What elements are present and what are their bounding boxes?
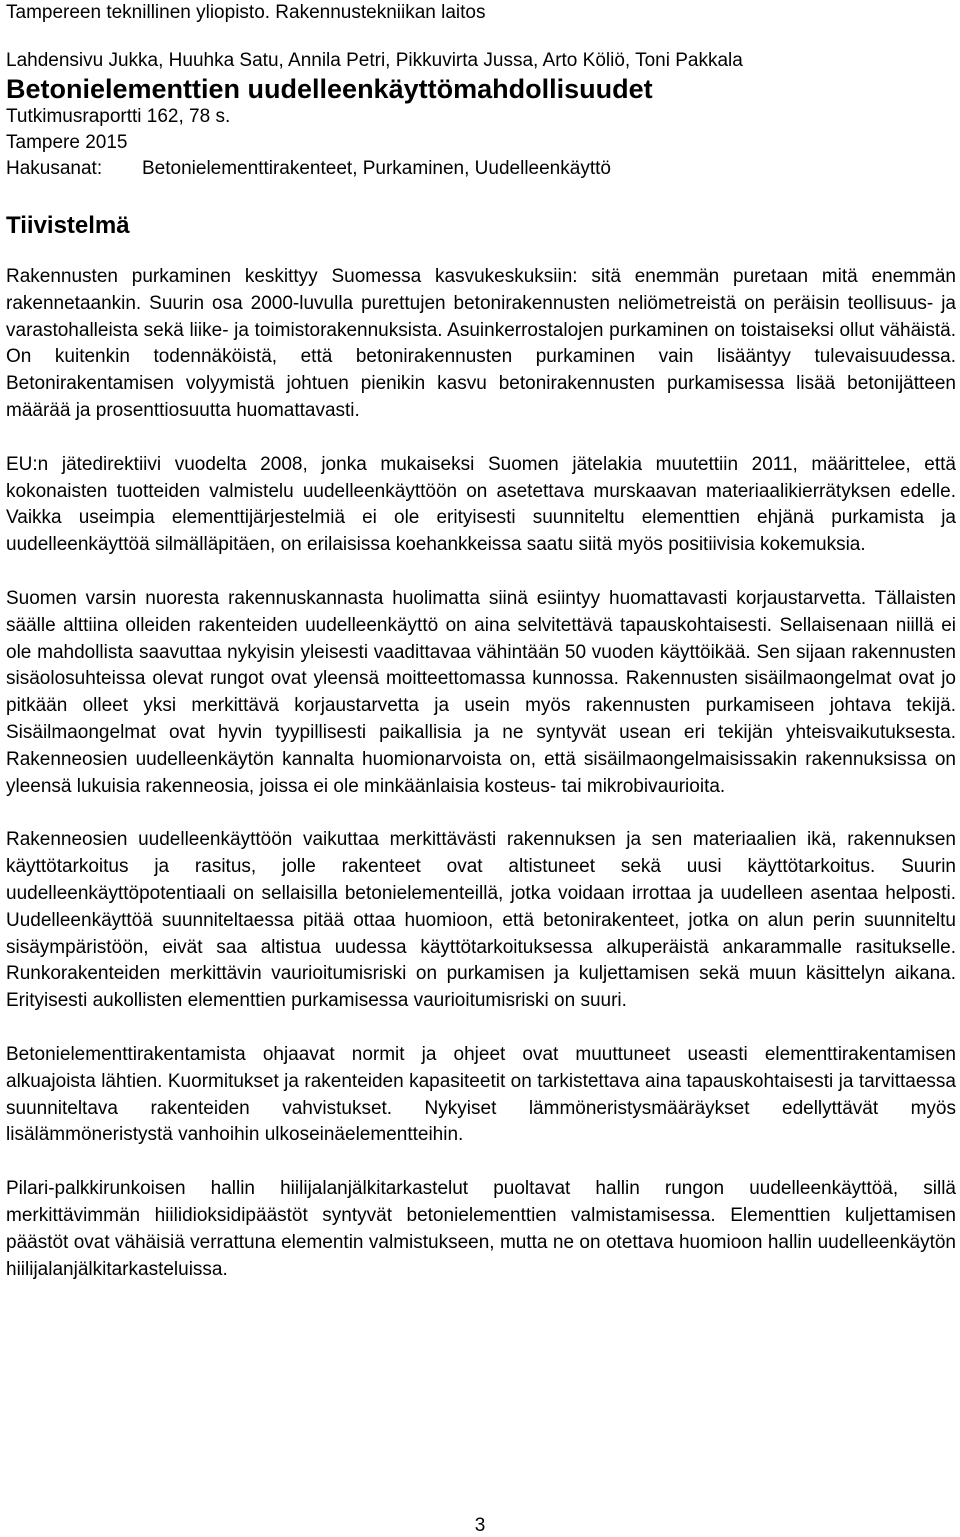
abstract-paragraph: Suomen varsin nuoresta rakennuskannasta huolimatta siinä esiintyy huomattavasti korjaustarvetta. Tällaisten säälle alttiina olleiden rakenteiden uudelleenkäyttö on aina selvitettävä tapauskohtaisesti. Sellaisenaan niillä ei ole mahdollista saavuttaa nykyisin yleisesti vaadittavaa vähintään 50 vuoden käyttöikää. Sen sijaan rakennusten sisäolosuhteissa olevat rungot ovat yleensä moitteettomassa kunnossa. Rakennusten sisäilmaongelmat ovat jo pitkään olleet yksi merkittävä korjaustarvetta ja usein myös rakennusten purkamiseen johtava tekijä. Sisäilmaongelmat ovat hyvin tyypillisesti paikallisia ja ne syntyvät usean eri tekijän yhteisvaikutuksesta. Rakenneosien uudelleenkäytön kannalta huomionarvoista on, että sisäilmaongelmaisissakin rakennuksissa on yleensä lukuisia rakenneosia, joissa ei ole minkäänlaisia kosteus- tai mikrobivaurioita.: [6, 587, 956, 797]
abstract-paragraph: EU:n jätedirektiivi vuodelta 2008, jonka mukaiseksi Suomen jätelakia muutettiin 2011, määrittelee, että kokonaisten tuotteiden valmistelu uudelleenkäyttöön on asetettava murskaavan materiaalikierrätyksen edelle. Vaikka useimpia elementtijärjestelmiä ei ole erityisesti suunniteltu elementtien ehjänä purkamista ja uudelleenkäyttöä silmälläpitäen, on erilaisissa koehankkeissa saatu siitä myös positiivisia kokemuksia.: [6, 453, 956, 556]
abstract-paragraph: Rakenneosien uudelleenkäyttöön vaikuttaa merkittävästi rakennuksen ja sen materiaalien ikä, rakennuksen käyttötarkoitus ja rasitus, jolle rakenteet ovat altistuneet sekä uusi käyttötarkoitus. Suurin uudelleenkäyttöpotentiaali on sellaisilla betonielementeillä, jotka voidaan irrottaa ja uudelleen asentaa helposti. Uudelleenkäyttöä suunniteltaessa pitää ottaa huomioon, että betonirakenteet, jotka on alun perin suunniteltu sisäympäristöön, eivät saa altistua uudessa käyttötarkoituksessa alkuperäistä ankarammalle rasitukselle. Runkorakenteiden merkittävin vaurioitumisriski on purkamisen ja kuljettamisen sekä muun käsittelyn aikana. Erityisesti aukollisten elementtien purkamisessa vaurioitumisriski on suuri.: [6, 829, 956, 1012]
document-page: [6, 0, 956, 1310]
abstract-body: [6, 264, 956, 1283]
keywords-label: Hakusanat:: [6, 158, 103, 179]
keywords-line: [6, 156, 956, 182]
place-year: Tampere 2015: [6, 132, 128, 153]
report-info: Tutkimusraportti 162, 78 s.: [6, 106, 231, 127]
authors-line: Lahdensivu Jukka, Huuhka Satu, Annila Petri, Pikkuvirta Jussa, Arto Köliö, Toni Pakkala: [6, 50, 743, 71]
page-number: 3: [474, 1515, 486, 1536]
section-heading-abstract: Tiivistelmä: [6, 212, 130, 239]
abstract-paragraph: Betonielementtirakentamista ohjaavat normit ja ohjeet ovat muuttuneet useasti elementtirakentamisen alkuajoista lähtien. Kuormitukset ja rakenteiden kapasiteetit on tarkistettava aina tapauskohtaisesti ja tarvittaessa suunniteltava rakenteiden vahvistukset. Nykyiset lämmöneristysmääräykset edellyttävät myös lisälämmöneristystä vanhoihin ulkoseinäelementteihin.: [6, 1043, 956, 1146]
keywords-value: Betonielementtirakenteet, Purkaminen, Uudelleenkäyttö: [142, 158, 611, 179]
institution-line: Tampereen teknillinen yliopisto. Rakennustekniikan laitos: [6, 2, 486, 23]
abstract-paragraph: Rakennusten purkaminen keskittyy Suomessa kasvukeskuksiin: sitä enemmän puretaan mitä enemmän rakennetaankin. Suurin osa 2000-luvulla purettujen betonirakennusten neliömetreistä on peräisin teollisuus- ja varastohalleista sekä liike- ja toimistorakennuksista. Asuinkerrostalojen purkaminen on toistaiseksi ollut vähäistä. On kuitenkin todennäköistä, että betonirakennusten purkaminen vain lisääntyy tulevaisuudessa. Betonirakentamisen volyymistä johtuen pienikin kasvu betonirakennusten purkamisessa lisää betonijätteen määrää ja prosenttiosuutta huomattavasti.: [6, 266, 956, 421]
abstract-paragraph: Pilari-palkkirunkoisen hallin hiilijalanjälkitarkastelut puoltavat hallin rungon uudelleenkäyttöä, sillä merkittävimmän hiilidioksidipäästöt syntyvät betonielementtien valmistamisessa. Elementtien kuljettamisen päästöt ovat vähäisiä verrattuna elementin valmistukseen, mutta ne on otettava huomioon hallin uudelleenkäytön hiilijalanjälkitarkasteluissa.: [6, 1178, 956, 1280]
document-title: Betonielementtien uudelleenkäyttömahdollisuudet: [6, 74, 653, 104]
